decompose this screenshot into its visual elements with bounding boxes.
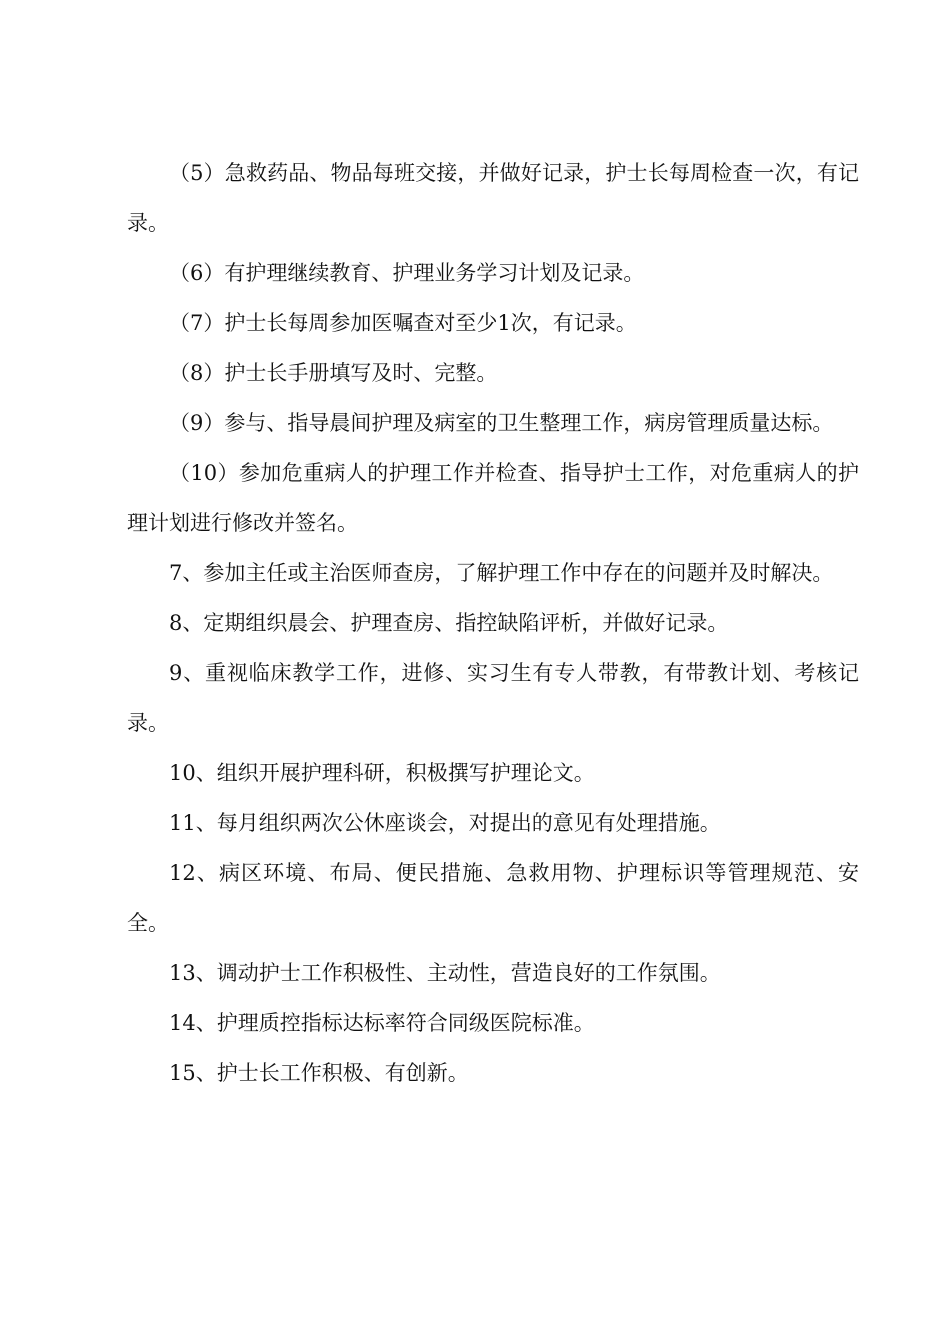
paragraph-item-10: （10）参加危重病人的护理工作并检查、指导护士工作，对危重病人的护理计划进行修改并签名。: [127, 461, 859, 535]
paragraph-section-10: 10、组织开展护理科研，积极撰写护理论文。: [169, 761, 595, 785]
document-body: [127, 148, 859, 1098]
paragraph-item-5: （5）急救药品、物品每班交接，并做好记录，护士长每周检查一次，有记录。: [127, 161, 859, 235]
paragraph-section-14: 14、护理质控指标达标率符合同级医院标准。: [169, 1011, 595, 1035]
paragraph-item-6: （6）有护理继续教育、护理业务学习计划及记录。: [169, 261, 645, 285]
paragraph-section-15: 15、护士长工作积极、有创新。: [169, 1061, 469, 1085]
paragraph-section-12: 12、病区环境、布局、便民措施、急救用物、护理标识等管理规范、安全。: [127, 861, 859, 935]
paragraph-section-7: 7、参加主任或主治医师查房，了解护理工作中存在的问题并及时解决。: [169, 561, 834, 585]
paragraph-section-11: 11、每月组织两次公休座谈会，对提出的意见有处理措施。: [169, 811, 721, 835]
paragraph-item-8: （8）护士长手册填写及时、完整。: [169, 361, 498, 385]
paragraph-item-9: （9）参与、指导晨间护理及病室的卫生整理工作，病房管理质量达标。: [169, 411, 834, 435]
paragraph-section-9: 9、重视临床教学工作，进修、实习生有专人带教，有带教计划、考核记录。: [127, 661, 859, 735]
paragraph-section-13: 13、调动护士工作积极性、主动性，营造良好的工作氛围。: [169, 961, 721, 985]
paragraph-item-7: （7）护士长每周参加医嘱查对至少1次，有记录。: [169, 311, 637, 335]
paragraph-section-8: 8、定期组织晨会、护理查房、指控缺陷评析，并做好记录。: [169, 611, 729, 635]
